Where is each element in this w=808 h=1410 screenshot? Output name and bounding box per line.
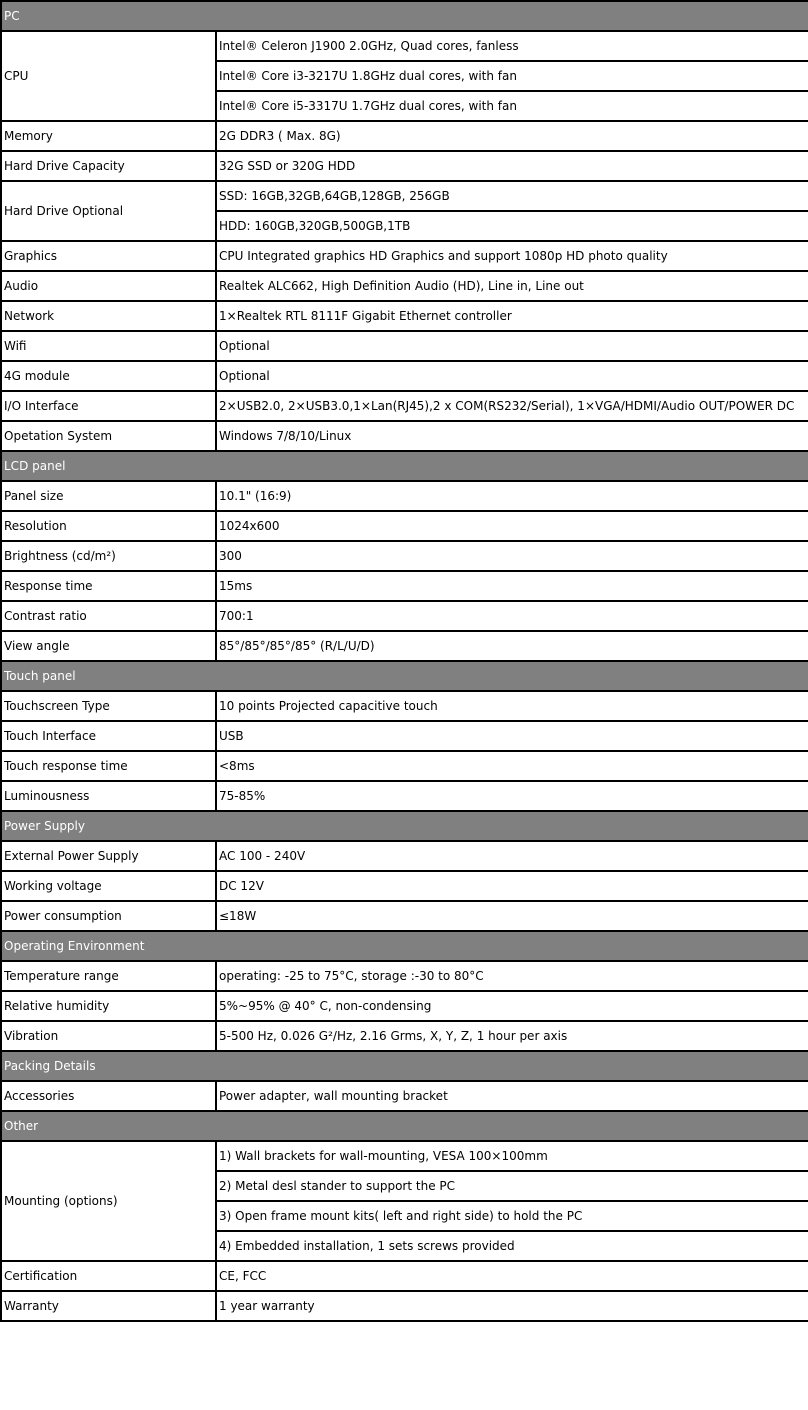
spec-label-touch-response-time: Touch response time [1,751,216,781]
spec-row [1,361,808,391]
spec-row [1,271,808,301]
spec-value: CE, FCC [216,1261,808,1291]
spec-row [1,601,808,631]
spec-row [1,901,808,931]
spec-label-brightness-cd-m: Brightness (cd/m²) [1,541,216,571]
spec-label-touch-interface: Touch Interface [1,721,216,751]
spec-row [1,841,808,871]
spec-table-body [1,1,808,1321]
spec-label-touchscreen-type: Touchscreen Type [1,691,216,721]
spec-label-opetation-system: Opetation System [1,421,216,451]
spec-label-hard-drive-optional: Hard Drive Optional [1,181,216,241]
spec-value: 75-85% [216,781,808,811]
spec-label-accessories: Accessories [1,1081,216,1111]
spec-row [1,481,808,511]
spec-label-temperature-range: Temperature range [1,961,216,991]
spec-row [1,31,808,61]
spec-value: CPU Integrated graphics HD Graphics and support 1080p HD photo quality [216,241,808,271]
spec-value: Intel® Celeron J1900 2.0GHz, Quad cores, fanless [216,31,808,61]
section-title: Operating Environment [1,931,808,961]
section-header-packing-details [1,1051,808,1081]
spec-row [1,571,808,601]
spec-value: AC 100 - 240V [216,841,808,871]
spec-value: 1×Realtek RTL 8111F Gigabit Ethernet controller [216,301,808,331]
spec-value: Power adapter, wall mounting bracket [216,1081,808,1111]
section-header-power-supply [1,811,808,841]
section-header-touch-panel [1,661,808,691]
spec-row [1,181,808,211]
spec-value: 1024x600 [216,511,808,541]
section-header-pc [1,1,808,31]
spec-value: Realtek ALC662, High Definition Audio (HD), Line in, Line out [216,271,808,301]
spec-label-luminousness: Luminousness [1,781,216,811]
spec-row [1,151,808,181]
spec-value: SSD: 16GB,32GB,64GB,128GB, 256GB [216,181,808,211]
spec-row [1,331,808,361]
section-title: Packing Details [1,1051,808,1081]
spec-row [1,691,808,721]
spec-row [1,751,808,781]
spec-row [1,781,808,811]
spec-value: DC 12V [216,871,808,901]
spec-label-audio: Audio [1,271,216,301]
spec-label-graphics: Graphics [1,241,216,271]
spec-label-working-voltage: Working voltage [1,871,216,901]
spec-row [1,871,808,901]
spec-row [1,421,808,451]
spec-value: 10.1" (16:9) [216,481,808,511]
spec-value: operating: -25 to 75°C, storage :-30 to 80°C [216,961,808,991]
spec-value: 2×USB2.0, 2×USB3.0,1×Lan(RJ45),2 x COM(RS232/Serial), 1×VGA/HDMI/Audio OUT/POWER DC [216,391,808,421]
spec-row [1,511,808,541]
spec-value: Windows 7/8/10/Linux [216,421,808,451]
spec-value: ≤18W [216,901,808,931]
spec-row [1,391,808,421]
spec-row [1,991,808,1021]
spec-value: 5%~95% @ 40° C, non-condensing [216,991,808,1021]
spec-value: 300 [216,541,808,571]
section-title: LCD panel [1,451,808,481]
spec-value: 32G SSD or 320G HDD [216,151,808,181]
spec-row [1,541,808,571]
spec-label-response-time: Response time [1,571,216,601]
spec-label-4g-module: 4G module [1,361,216,391]
spec-label-view-angle: View angle [1,631,216,661]
spec-label-vibration: Vibration [1,1021,216,1051]
spec-label-resolution: Resolution [1,511,216,541]
spec-label-wifi: Wifi [1,331,216,361]
spec-value: Intel® Core i5-3317U 1.7GHz dual cores, with fan [216,91,808,121]
spec-value: Intel® Core i3-3217U 1.8GHz dual cores, with fan [216,61,808,91]
spec-row [1,121,808,151]
spec-label-cpu: CPU [1,31,216,121]
spec-row [1,721,808,751]
section-title: Touch panel [1,661,808,691]
spec-value: 3) Open frame mount kits( left and right side) to hold the PC [216,1201,808,1231]
section-header-operating-environment [1,931,808,961]
spec-row [1,1291,808,1321]
spec-label-contrast-ratio: Contrast ratio [1,601,216,631]
spec-value: Optional [216,361,808,391]
spec-value: 700:1 [216,601,808,631]
spec-row [1,301,808,331]
spec-value: 15ms [216,571,808,601]
spec-row [1,241,808,271]
spec-value: 1 year warranty [216,1291,808,1321]
spec-value: HDD: 160GB,320GB,500GB,1TB [216,211,808,241]
spec-row [1,1261,808,1291]
spec-row [1,631,808,661]
spec-label-external-power-supply: External Power Supply [1,841,216,871]
spec-label-network: Network [1,301,216,331]
spec-row [1,1141,808,1171]
section-title: PC [1,1,808,31]
spec-label-power-consumption: Power consumption [1,901,216,931]
spec-row [1,1081,808,1111]
spec-value: 85°/85°/85°/85° (R/L/U/D) [216,631,808,661]
section-title: Power Supply [1,811,808,841]
spec-value: 2G DDR3 ( Max. 8G) [216,121,808,151]
spec-value: 10 points Projected capacitive touch [216,691,808,721]
spec-label-memory: Memory [1,121,216,151]
spec-label-hard-drive-capacity: Hard Drive Capacity [1,151,216,181]
spec-value: 2) Metal desl stander to support the PC [216,1171,808,1201]
spec-value: USB [216,721,808,751]
spec-label-relative-humidity: Relative humidity [1,991,216,1021]
spec-row [1,961,808,991]
section-header-other [1,1111,808,1141]
spec-label-i-o-interface: I/O Interface [1,391,216,421]
spec-label-certification: Certification [1,1261,216,1291]
spec-label-panel-size: Panel size [1,481,216,511]
spec-label-mounting-options: Mounting (options) [1,1141,216,1261]
spec-value: Optional [216,331,808,361]
spec-value: 4) Embedded installation, 1 sets screws provided [216,1231,808,1261]
spec-value: 5-500 Hz, 0.026 G²/Hz, 2.16 Grms, X, Y, Z, 1 hour per axis [216,1021,808,1051]
spec-value: <8ms [216,751,808,781]
spec-value: 1) Wall brackets for wall-mounting, VESA 100×100mm [216,1141,808,1171]
spec-row [1,1021,808,1051]
section-title: Other [1,1111,808,1141]
spec-label-warranty: Warranty [1,1291,216,1321]
section-header-lcd-panel [1,451,808,481]
